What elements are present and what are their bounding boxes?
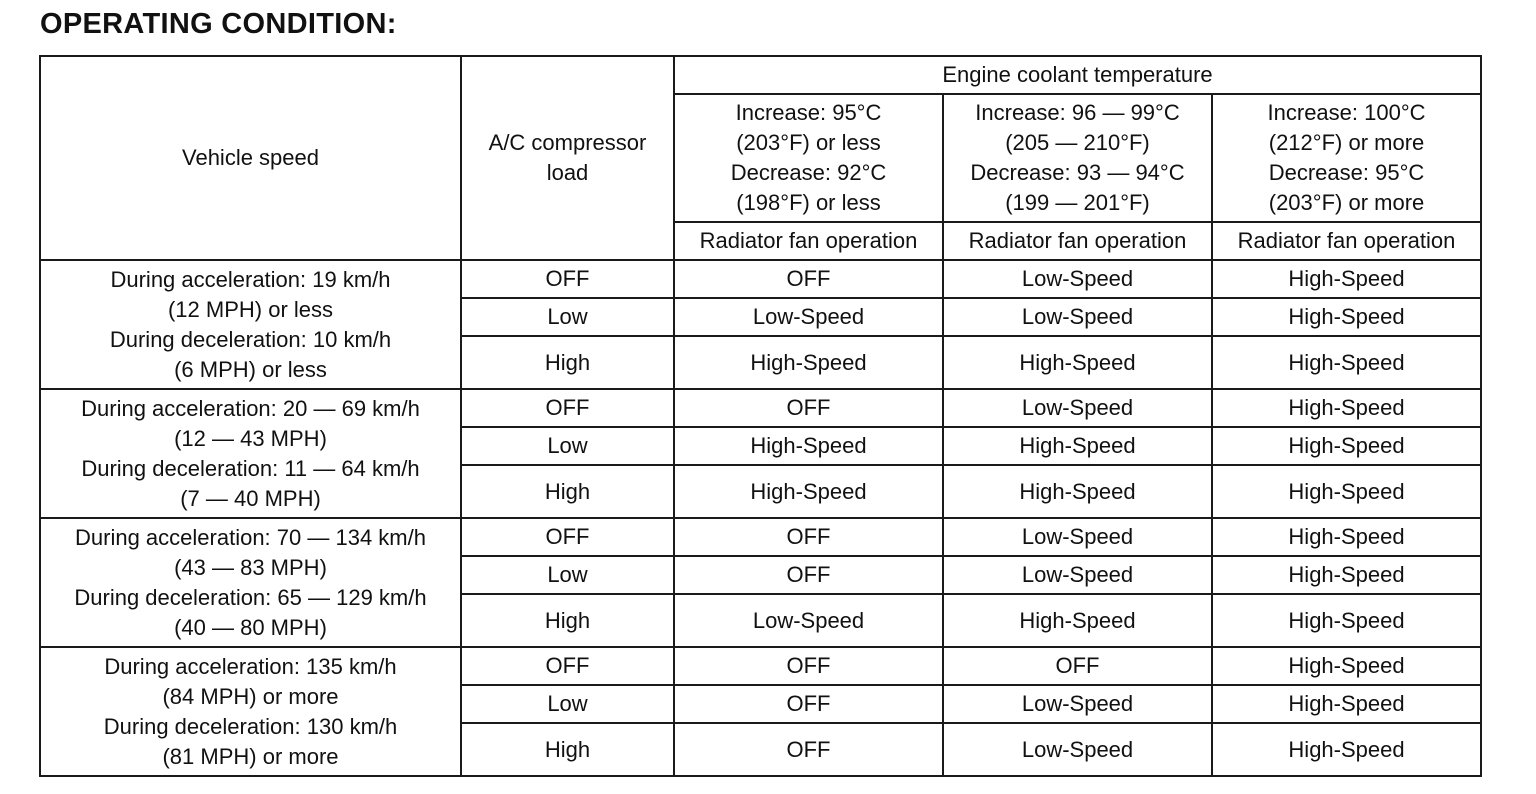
fan-cell: Low-Speed: [943, 556, 1212, 594]
ac-load-cell: Low: [461, 556, 674, 594]
header-temp-range-low: [674, 94, 943, 222]
fan-cell: High-Speed: [1212, 336, 1481, 389]
temp-range-line: Decrease: 93 — 94°C: [970, 160, 1185, 185]
speed-line: During acceleration: 19 km/h: [110, 266, 391, 292]
fan-cell: High-Speed: [943, 465, 1212, 518]
fan-cell: High-Speed: [1212, 427, 1481, 465]
fan-cell: OFF: [674, 556, 943, 594]
temp-range-line: (203°F) or less: [736, 130, 881, 155]
temp-range-line: (203°F) or more: [1268, 190, 1425, 215]
header-fan-operation: Radiator fan operation: [1212, 222, 1481, 260]
fan-cell: High-Speed: [674, 465, 943, 518]
ac-load-cell: Low: [461, 685, 674, 723]
speed-line: (81 MPH) or more: [162, 743, 339, 769]
vehicle-speed-cell: [40, 260, 461, 389]
fan-cell: High-Speed: [943, 336, 1212, 389]
speed-line: During acceleration: 135 km/h: [104, 653, 397, 679]
table-row: [40, 518, 1481, 556]
fan-cell: High-Speed: [1212, 685, 1481, 723]
fan-cell: Low-Speed: [674, 298, 943, 336]
ac-load-cell: OFF: [461, 260, 674, 298]
header-engine-coolant-temperature: Engine coolant temperature: [674, 56, 1481, 94]
ac-load-cell: High: [461, 723, 674, 776]
header-fan-operation: Radiator fan operation: [943, 222, 1212, 260]
speed-line: During acceleration: 20 — 69 km/h: [81, 395, 420, 421]
ac-load-cell: High: [461, 336, 674, 389]
temp-range-line: Increase: 95°C: [735, 100, 882, 125]
fan-cell: High-Speed: [1212, 556, 1481, 594]
speed-line: During acceleration: 70 — 134 km/h: [75, 524, 426, 550]
speed-line: During deceleration: 65 — 129 km/h: [74, 584, 427, 610]
header-ac-line: load: [546, 160, 589, 185]
fan-cell: Low-Speed: [674, 594, 943, 647]
table-row: [40, 389, 1481, 427]
fan-cell: OFF: [674, 260, 943, 298]
speed-line: (7 — 40 MPH): [180, 485, 321, 511]
temp-range-line: (198°F) or less: [736, 190, 881, 215]
fan-cell: High-Speed: [1212, 260, 1481, 298]
temp-range-line: Increase: 96 — 99°C: [975, 100, 1180, 125]
header-ac-compressor-load: [461, 56, 674, 260]
table-row: [40, 647, 1481, 685]
temp-range-line: Increase: 100°C: [1267, 100, 1426, 125]
fan-cell: OFF: [674, 518, 943, 556]
speed-line: (40 — 80 MPH): [174, 614, 327, 640]
speed-line: During deceleration: 10 km/h: [109, 326, 392, 352]
ac-load-cell: High: [461, 594, 674, 647]
page-title: OPERATING CONDITION:: [40, 8, 397, 40]
ac-load-cell: OFF: [461, 389, 674, 427]
speed-line: (12 MPH) or less: [167, 296, 334, 322]
temp-range-line: (205 — 210°F): [1005, 130, 1150, 155]
fan-cell: High-Speed: [1212, 298, 1481, 336]
fan-cell: High-Speed: [943, 427, 1212, 465]
speed-line: During deceleration: 11 — 64 km/h: [81, 455, 420, 481]
fan-cell: High-Speed: [674, 427, 943, 465]
fan-cell: Low-Speed: [943, 389, 1212, 427]
fan-cell: High-Speed: [1212, 518, 1481, 556]
fan-cell: Low-Speed: [943, 298, 1212, 336]
fan-cell: Low-Speed: [943, 685, 1212, 723]
fan-cell: High-Speed: [1212, 594, 1481, 647]
temp-range-line: (199 — 201°F): [1005, 190, 1150, 215]
temp-range-line: (212°F) or more: [1268, 130, 1425, 155]
fan-cell: High-Speed: [1212, 647, 1481, 685]
fan-cell: Low-Speed: [943, 260, 1212, 298]
fan-cell: High-Speed: [1212, 389, 1481, 427]
fan-cell: OFF: [674, 685, 943, 723]
fan-cell: High-Speed: [943, 594, 1212, 647]
header-fan-operation: Radiator fan operation: [674, 222, 943, 260]
fan-cell: Low-Speed: [943, 518, 1212, 556]
temp-range-line: Decrease: 92°C: [730, 160, 887, 185]
header-vehicle-speed: Vehicle speed: [40, 56, 461, 260]
fan-cell: OFF: [674, 647, 943, 685]
ac-load-cell: Low: [461, 427, 674, 465]
speed-line: (6 MPH) or less: [174, 356, 327, 382]
operating-condition-table: [39, 55, 1482, 777]
temp-range-line: Decrease: 95°C: [1268, 160, 1425, 185]
vehicle-speed-cell: [40, 518, 461, 647]
vehicle-speed-cell: [40, 647, 461, 776]
header-temp-range-mid: [943, 94, 1212, 222]
ac-load-cell: Low: [461, 298, 674, 336]
ac-load-cell: OFF: [461, 518, 674, 556]
ac-load-cell: High: [461, 465, 674, 518]
header-temp-range-high: [1212, 94, 1481, 222]
speed-line: (43 — 83 MPH): [174, 554, 327, 580]
speed-line: (84 MPH) or more: [162, 683, 339, 709]
fan-cell: High-Speed: [674, 336, 943, 389]
speed-line: (12 — 43 MPH): [174, 425, 327, 451]
table-row: [40, 260, 1481, 298]
vehicle-speed-cell: [40, 389, 461, 518]
speed-line: During deceleration: 130 km/h: [103, 713, 398, 739]
fan-cell: OFF: [943, 647, 1212, 685]
fan-cell: OFF: [674, 389, 943, 427]
fan-cell: High-Speed: [1212, 465, 1481, 518]
fan-cell: Low-Speed: [943, 723, 1212, 776]
ac-load-cell: OFF: [461, 647, 674, 685]
fan-cell: OFF: [674, 723, 943, 776]
fan-cell: High-Speed: [1212, 723, 1481, 776]
header-ac-line: A/C compressor: [488, 130, 647, 155]
